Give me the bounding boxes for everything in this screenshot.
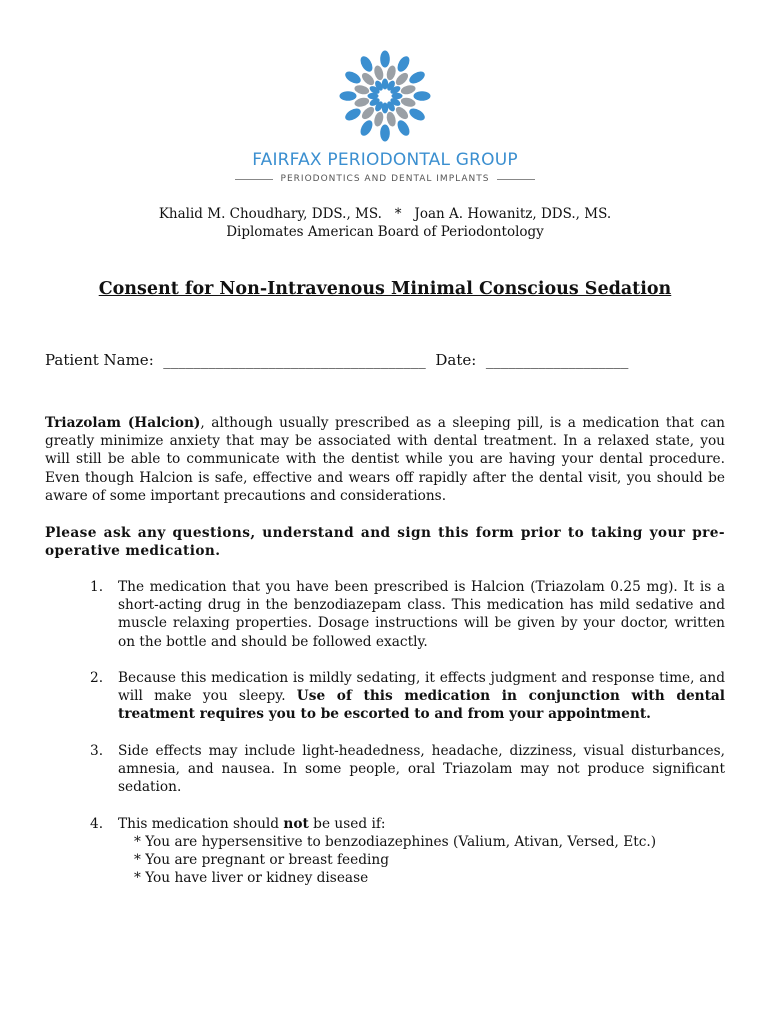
bullet-item: * You have liver or kidney disease bbox=[134, 870, 369, 887]
logo-petal bbox=[358, 54, 375, 74]
logo-petal bbox=[394, 71, 411, 88]
patient-name-label: Patient Name: bbox=[45, 351, 154, 369]
logo-petal bbox=[353, 96, 370, 108]
tagline: PERIODONTICS AND DENTAL IMPLANTS bbox=[280, 174, 490, 184]
list-number: 3. bbox=[90, 743, 104, 759]
date-label: Date: bbox=[435, 351, 477, 369]
tagline-row bbox=[0, 174, 770, 184]
list-item-text: This medication should bbox=[118, 816, 284, 832]
brand-name: FAIRFAX PERIODONTAL GROUP bbox=[252, 150, 518, 170]
logo-petal bbox=[343, 69, 363, 86]
logo-petal bbox=[385, 111, 397, 128]
list-item-body bbox=[90, 669, 725, 724]
tagline-rule-right bbox=[497, 179, 535, 180]
logo-petal bbox=[394, 105, 411, 122]
emphasis-not: not bbox=[283, 816, 309, 832]
logo-petal bbox=[340, 91, 357, 101]
logo-petal bbox=[373, 111, 385, 128]
list-item-2 bbox=[90, 669, 725, 724]
list-number: 4. bbox=[90, 816, 104, 832]
logo-petal bbox=[400, 96, 417, 108]
logo-petal bbox=[343, 106, 363, 123]
patient-date-row bbox=[45, 351, 725, 369]
logo-petal bbox=[353, 84, 370, 96]
list-item-text: The medication that you have been prescribed is Halcion (Triazolam 0.25 mg). It is a short-acting drug in the benzodiazepam class. This medication has mild sedative and muscle relaxing properties. Dosage instructions will be given by your doctor, written on the bottle and should be followed exactly. bbox=[118, 579, 725, 650]
list-item-1 bbox=[90, 578, 725, 651]
logo-petal bbox=[407, 69, 427, 86]
logo-petal bbox=[407, 106, 427, 123]
escort-warning: Use of this medication in conjunction with dental treatment requires you to be escorted to and from your appointment. bbox=[118, 688, 725, 723]
list-item-3 bbox=[90, 742, 725, 797]
list-item-4 bbox=[90, 815, 725, 833]
instruction-paragraph: Please ask any questions, understand and sign this form prior to taking your pre-operative medication. bbox=[45, 525, 725, 560]
date-field[interactable]: ___________________ bbox=[485, 351, 629, 369]
list-item-text: be used if: bbox=[308, 816, 386, 832]
list-number: 1. bbox=[90, 579, 104, 595]
intro-text: , although usually prescribed as a sleeping pill, is a medication that can greatly minimize anxiety that may be associated with dental treatment. In a relaxed state, you will still be able to communicate with the dentist while you are having your dental procedure. Even though Halcion is safe, effective and wears off rapidly after the dental visit, you should be aware of some important precautions and considerations. bbox=[45, 415, 725, 504]
bullet-item: * You are hypersensitive to benzodiazephines (Valium, Ativan, Versed, Etc.) bbox=[134, 834, 657, 850]
logo-petal bbox=[395, 118, 412, 138]
list-item-text: Because this medication is mildly sedating, it effects judgment and response time, and will make you sleepy. bbox=[118, 670, 725, 705]
fairfax-logo-icon bbox=[336, 50, 434, 142]
page-title: Consent for Non-Intravenous Minimal Conscious Sedation bbox=[98, 279, 672, 299]
drug-name: Triazolam (Halcion) bbox=[45, 415, 201, 431]
patient-name-field[interactable]: ___________________________________ bbox=[163, 351, 426, 369]
bullet-item: * You are pregnant or breast feeding bbox=[134, 852, 389, 869]
logo-petal bbox=[395, 54, 412, 74]
logo-petal bbox=[358, 118, 375, 138]
logo-petal bbox=[380, 51, 390, 68]
list-item-text: Side effects may include light-headedness, headache, dizziness, visual disturbances, amnesia, and nausea. In some people, oral Triazolam may not produce significant sedation. bbox=[118, 743, 725, 796]
logo-petal bbox=[360, 71, 377, 88]
logo-petal bbox=[380, 125, 390, 142]
list-item-body bbox=[90, 815, 725, 833]
logo-petal bbox=[373, 64, 385, 81]
logo-petal bbox=[360, 105, 377, 122]
intro-paragraph bbox=[45, 414, 725, 505]
doctors-line: Khalid M. Choudhary, DDS., MS. * Joan A. Howanitz, DDS., MS. bbox=[158, 206, 612, 222]
contraindication-list bbox=[134, 833, 656, 888]
logo-petal bbox=[400, 84, 417, 96]
list-number: 2. bbox=[90, 670, 104, 686]
logo-petal bbox=[414, 91, 431, 101]
logo-petal bbox=[385, 64, 397, 81]
tagline-rule-left bbox=[235, 179, 273, 180]
board-line: Diplomates American Board of Periodontology bbox=[226, 224, 544, 240]
